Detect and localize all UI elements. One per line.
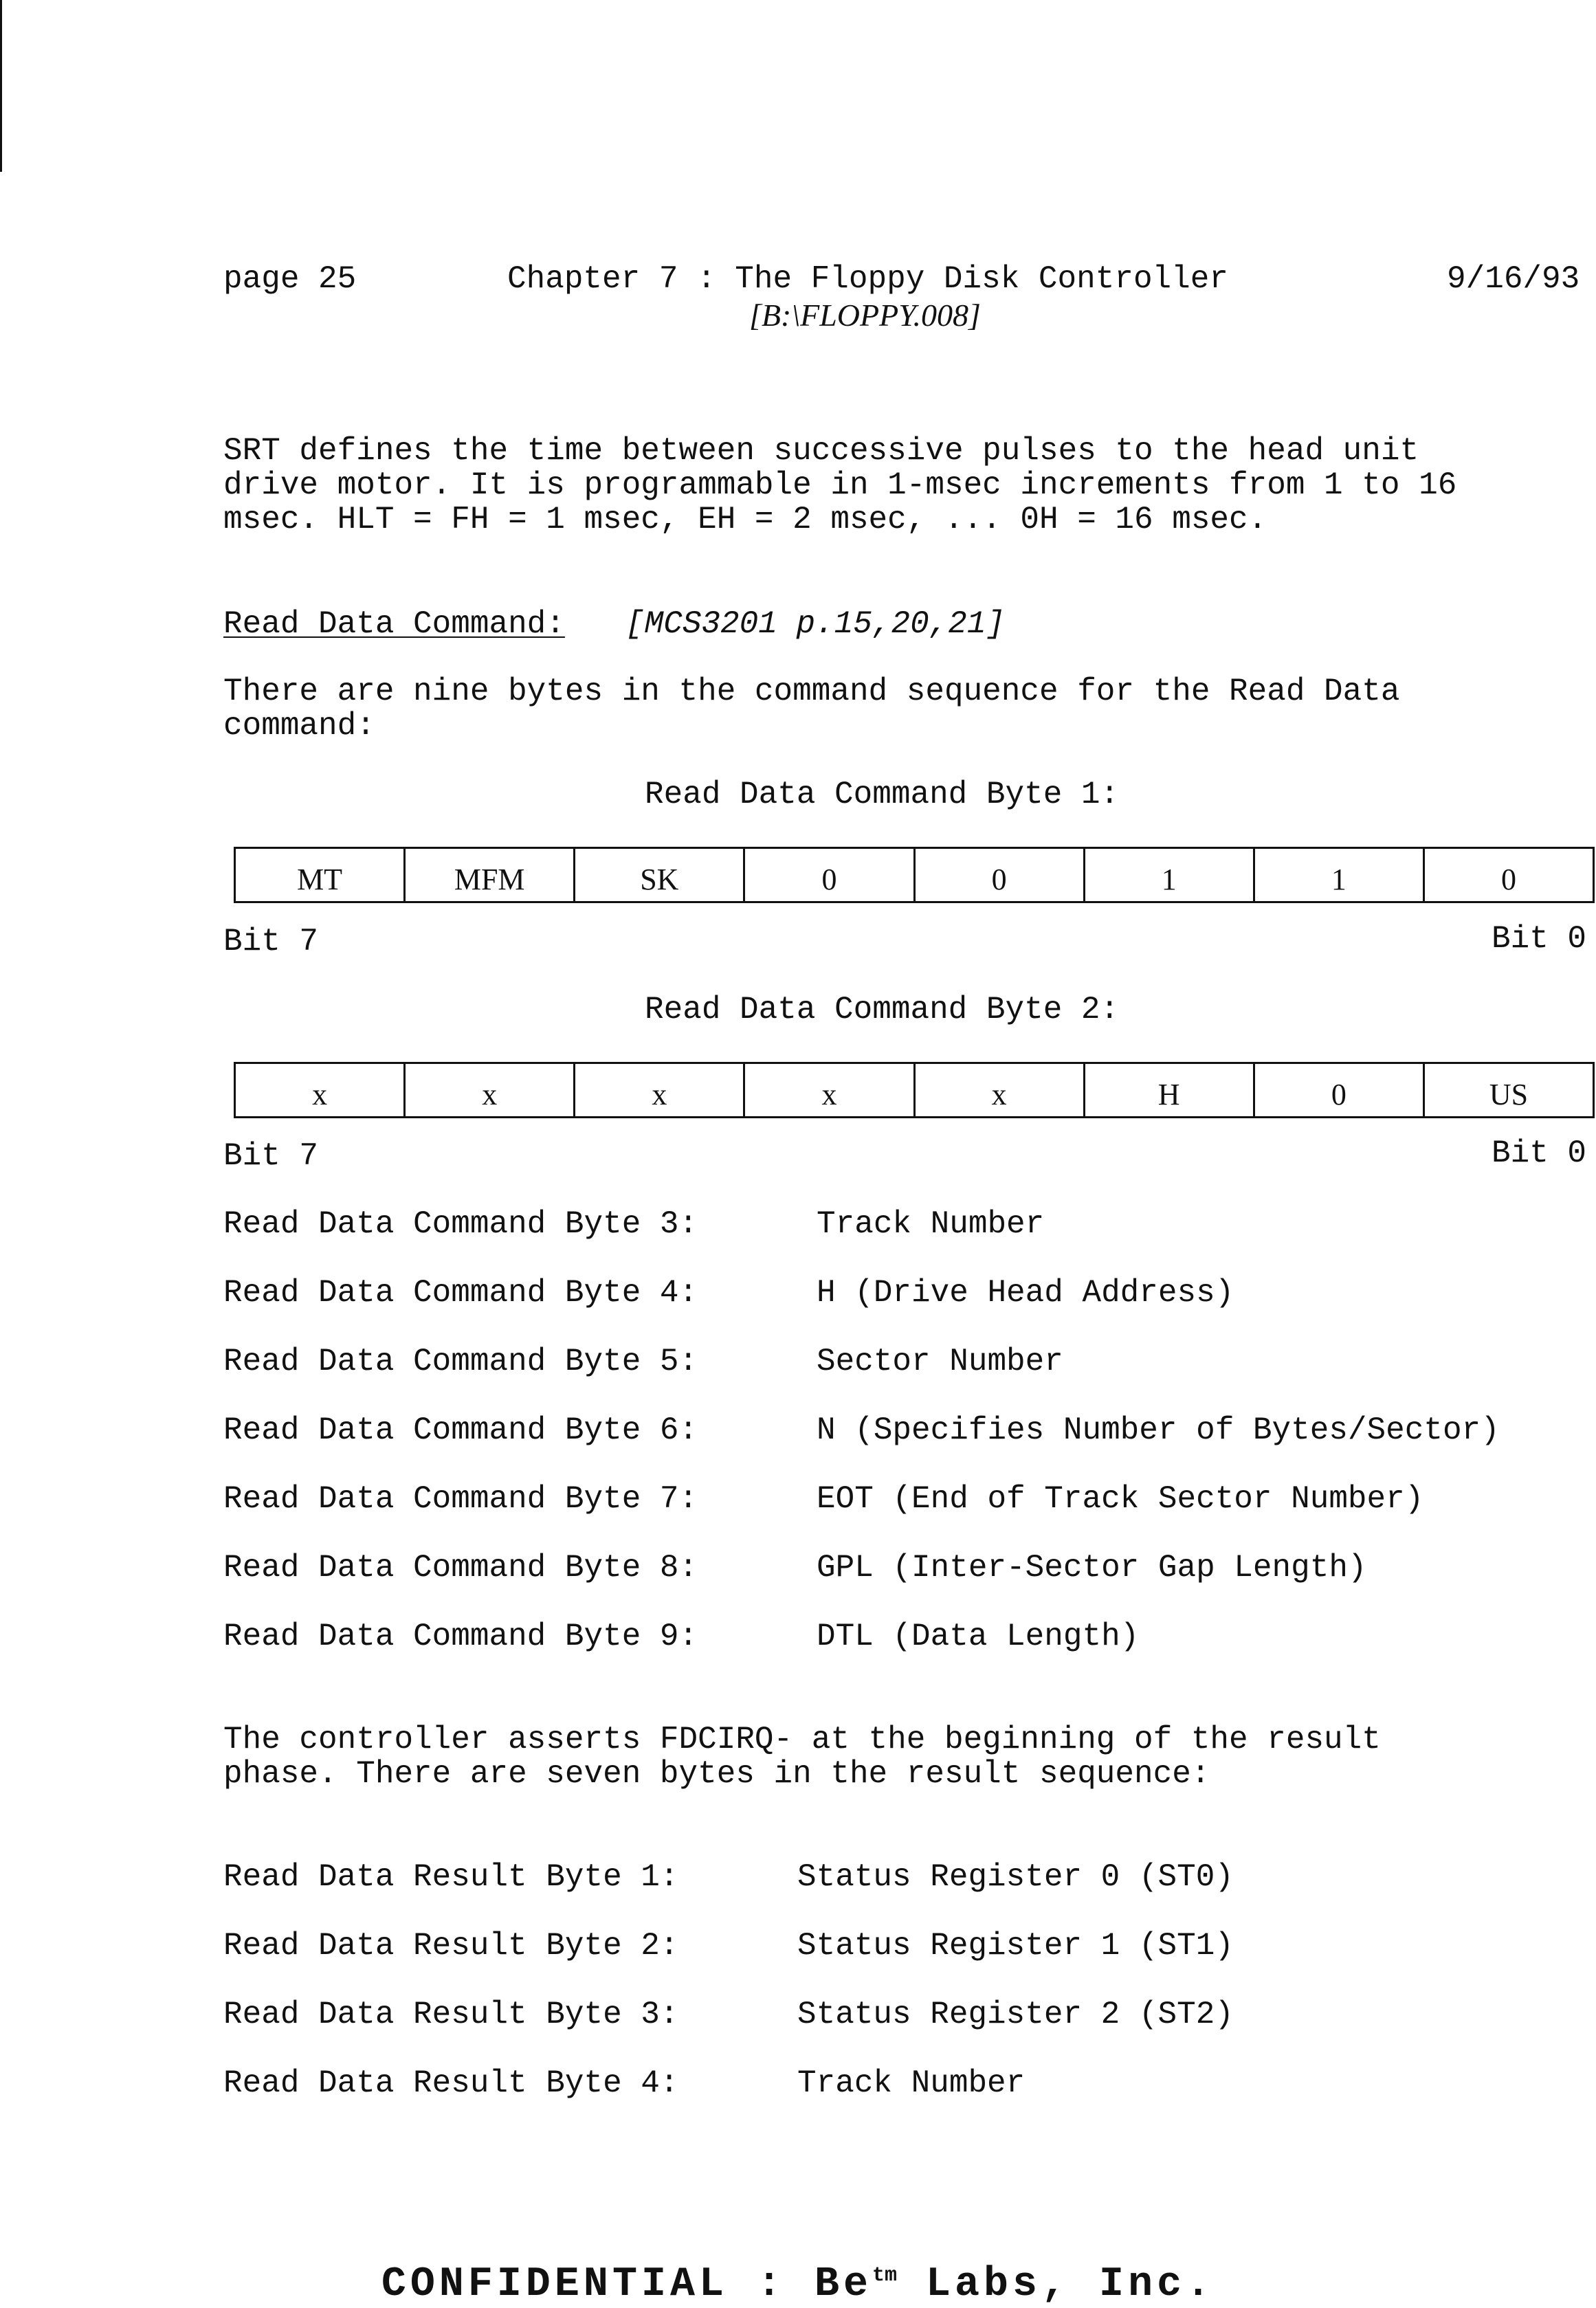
intro-line-3: msec. HLT = FH = 1 msec, EH = 2 msec, ... 0H = 16 msec. (223, 502, 1267, 537)
section-desc-line-1: There are nine bytes in the command sequence for the Read Data (223, 674, 1400, 709)
byte2-bit-1: 0 (1255, 1064, 1425, 1116)
byte1-right-label: Bit 0 (1492, 921, 1587, 957)
byte2-bit-4: x (745, 1064, 915, 1116)
intro-line-1: SRT defines the time between successive pulses to the head unit (223, 433, 1419, 469)
byte1-bit-6: MFM (406, 849, 575, 901)
confidential-footer (0, 2261, 1596, 2308)
result-byte-label: Read Data Result Byte 3: (223, 1997, 679, 2032)
byte2-title: Read Data Command Byte 2: (645, 992, 1120, 1028)
byte2-bit-2: H (1085, 1064, 1255, 1116)
result-byte-value: Status Register 2 (ST2) (797, 1997, 1234, 2032)
cmd-byte-value: H (Drive Head Address) (817, 1275, 1234, 1311)
section-reference: [MCS3201 p.15,20,21] (625, 606, 1006, 642)
result-byte-label: Read Data Result Byte 2: (223, 1928, 679, 1964)
byte2-bit-5: x (575, 1064, 745, 1116)
cmd-byte-label: Read Data Command Byte 9: (223, 1619, 698, 1654)
result-byte-value: Track Number (797, 2065, 1026, 2101)
footer-prefix: CONFIDENTIAL : Be (381, 2261, 872, 2308)
footer-suffix: Labs, Inc. (897, 2261, 1215, 2308)
byte2-bit-7: x (236, 1064, 406, 1116)
byte1-bit-1: 1 (1255, 849, 1425, 901)
byte1-bit-7: MT (236, 849, 406, 901)
file-reference: [B:\FLOPPY.008] (749, 298, 981, 333)
section-desc-line-2: command: (223, 708, 375, 744)
cmd-byte-label: Read Data Command Byte 7: (223, 1481, 698, 1517)
cmd-byte-label: Read Data Command Byte 3: (223, 1206, 698, 1242)
byte1-title: Read Data Command Byte 1: (645, 777, 1120, 812)
byte1-bit-4: 0 (745, 849, 915, 901)
byte2-bit-6: x (406, 1064, 575, 1116)
byte1-left-label: Bit 7 (223, 924, 319, 959)
left-edge-mark (0, 0, 2, 172)
cmd-byte-value: GPL (Inter-Sector Gap Length) (817, 1550, 1367, 1586)
byte2-right-label: Bit 0 (1492, 1135, 1587, 1171)
cmd-byte-value: DTL (Data Length) (817, 1619, 1140, 1654)
byte1-bit-0: 0 (1500, 863, 1516, 896)
intro-line-2: drive motor. It is programmable in 1-msec increments from 1 to 16 (223, 467, 1457, 503)
result-intro-line-1: The controller asserts FDCIRQ- at the beginning of the result (223, 1722, 1381, 1757)
result-byte-value: Status Register 1 (ST1) (797, 1928, 1234, 1964)
result-intro-line-2: phase. There are seven bytes in the result sequence: (223, 1756, 1210, 1792)
cmd-byte-label: Read Data Command Byte 8: (223, 1550, 698, 1586)
cmd-byte-value: EOT (End of Track Sector Number) (817, 1481, 1424, 1517)
cmd-byte-value: Track Number (817, 1206, 1045, 1242)
byte2-bit-table (234, 1062, 1595, 1118)
result-byte-label: Read Data Result Byte 4: (223, 2065, 679, 2101)
byte2-left-label: Bit 7 (223, 1138, 319, 1174)
cmd-byte-label: Read Data Command Byte 6: (223, 1412, 698, 1448)
byte2-bit-3: x (916, 1064, 1085, 1116)
chapter-title: Chapter 7 : The Floppy Disk Controller (507, 261, 1228, 297)
page-number: page 25 (223, 261, 357, 297)
byte1-bit-table (234, 847, 1595, 903)
cmd-byte-value: Sector Number (817, 1344, 1063, 1379)
byte2-bit-0: US (1489, 1078, 1529, 1111)
cmd-byte-value: N (Specifies Number of Bytes/Sector) (817, 1412, 1500, 1448)
result-byte-value: Status Register 0 (ST0) (797, 1859, 1234, 1895)
byte1-bit-3: 0 (916, 849, 1085, 901)
footer-tm: tm (872, 2264, 898, 2287)
page-date: 9/16/93 (1447, 261, 1580, 297)
section-heading: Read Data Command: (223, 606, 565, 642)
byte1-bit-5: SK (575, 849, 745, 901)
cmd-byte-label: Read Data Command Byte 4: (223, 1275, 698, 1311)
cmd-byte-label: Read Data Command Byte 5: (223, 1344, 698, 1379)
byte1-bit-2: 1 (1085, 849, 1255, 901)
result-byte-label: Read Data Result Byte 1: (223, 1859, 679, 1895)
